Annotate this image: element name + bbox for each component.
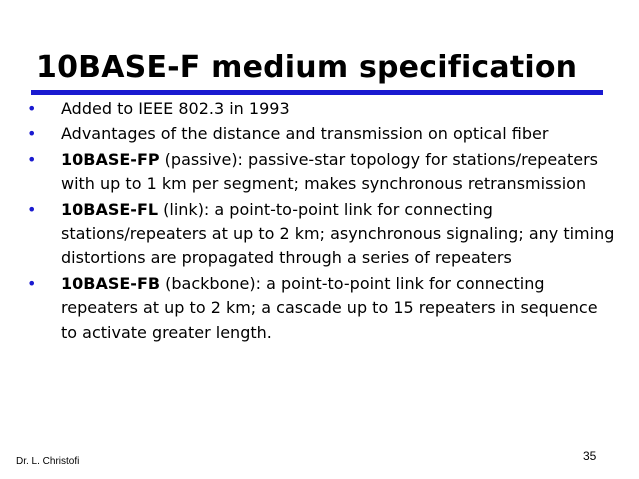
bullet-item <box>27 122 617 146</box>
bullet-text: (link): a point-to-point link for connecting stations/repeaters at up to 2 km; asynchronous signaling; any timing distortions are propagated through a series of repeaters <box>61 199 615 268</box>
title-underline <box>31 90 603 95</box>
bullet-text: Added to IEEE 802.3 in 1993 <box>61 99 290 118</box>
footer-author: Dr. L. Christofi <box>16 456 80 467</box>
bullet-icon: • <box>27 149 37 169</box>
bullet-item <box>27 272 617 345</box>
page-number: 35 <box>583 449 597 463</box>
bullet-icon: • <box>27 99 37 118</box>
bullet-term: 10BASE-FP <box>61 149 160 169</box>
bullet-item <box>27 97 617 121</box>
bullet-item <box>27 198 617 271</box>
bullet-list <box>27 97 617 346</box>
bullet-icon: • <box>27 273 37 293</box>
slide-title: 10BASE-F medium specification <box>36 50 578 85</box>
bullet-icon: • <box>27 199 37 219</box>
bullet-text: (backbone): a point-to-point link for connecting repeaters at up to 2 km; a cascade up to 15 repeaters in sequence to activate greater length. <box>61 273 598 342</box>
bullet-text: (passive): passive-star topology for stations/repeaters with up to 1 km per segment; makes synchronous retransmission <box>61 149 599 194</box>
bullet-item <box>27 148 617 197</box>
bullet-text: Advantages of the distance and transmission on optical fiber <box>61 124 549 144</box>
bullet-icon: • <box>27 124 37 144</box>
bullet-term: 10BASE-FB <box>61 273 161 293</box>
bullet-term: 10BASE-FL <box>61 199 159 219</box>
